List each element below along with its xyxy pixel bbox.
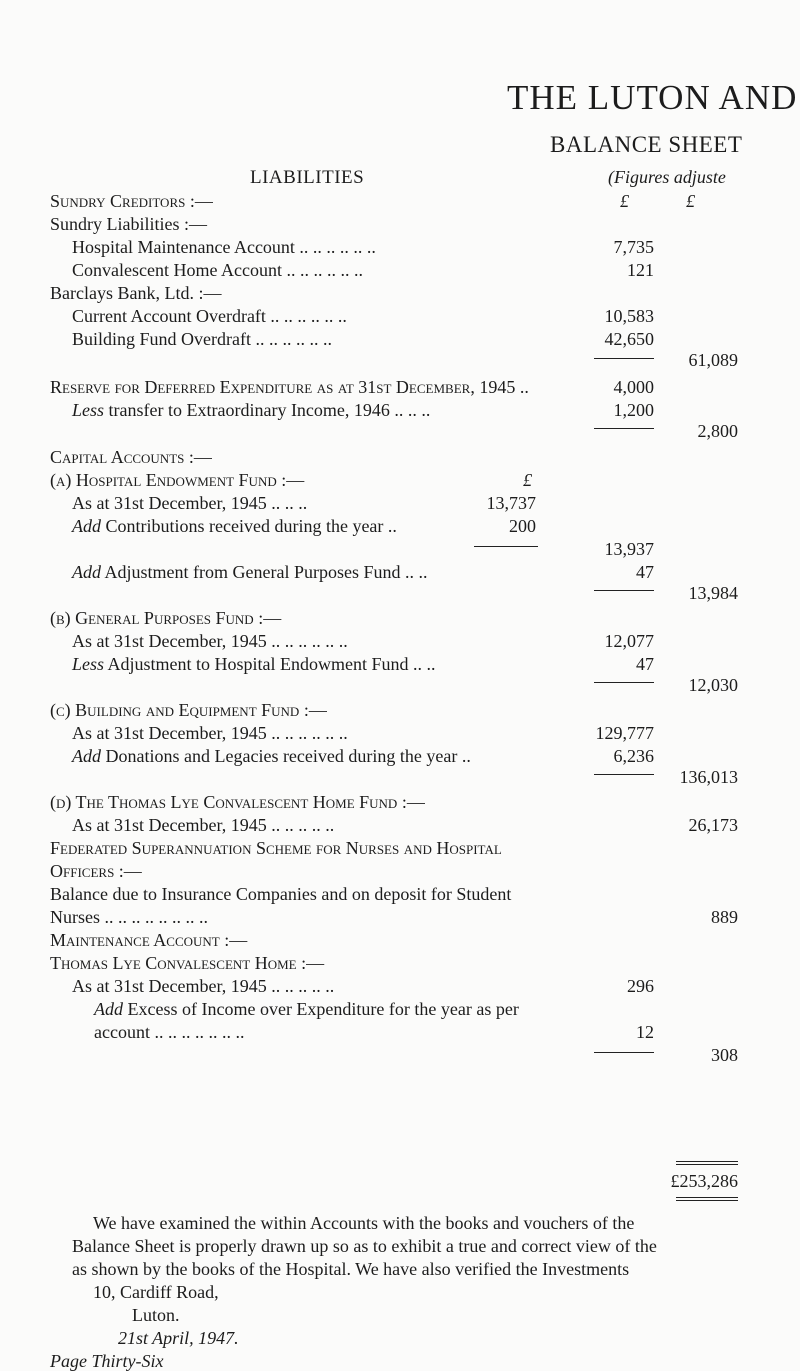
barclays-label: Barclays Bank, Ltd. :— bbox=[50, 283, 222, 303]
tl-home-total: 308 bbox=[711, 1045, 738, 1065]
endowment-adjust-amount: 47 bbox=[636, 562, 654, 582]
building-total: 136,013 bbox=[679, 767, 738, 787]
building-overdraft-label: Building Fund Overdraft .. .. .. .. .. .. bbox=[72, 329, 332, 349]
maintenance-account-heading: Maintenance Account :— bbox=[50, 930, 248, 950]
current-overdraft-label: Current Account Overdraft .. .. .. .. .. .. bbox=[72, 306, 347, 326]
federated-scheme-heading-cont: Officers :— bbox=[50, 861, 142, 881]
general-purposes-heading: (b) General Purposes Fund :— bbox=[50, 608, 282, 628]
grand-total: £253,286 bbox=[670, 1171, 738, 1191]
capital-accounts-heading: Capital Accounts :— bbox=[50, 447, 212, 467]
nurses-label: Nurses .. .. .. .. .. .. .. .. bbox=[50, 907, 208, 927]
current-overdraft-amount: 10,583 bbox=[604, 306, 654, 326]
address-line-2: Luton. bbox=[132, 1305, 180, 1325]
endowment-fund-heading: (a) Hospital Endowment Fund :— bbox=[50, 470, 305, 490]
hospital-maintenance-label: Hospital Maintenance Account .. .. .. .. .. .. bbox=[72, 237, 376, 257]
rule bbox=[594, 682, 654, 683]
rule bbox=[594, 774, 654, 775]
currency-inner-heading: £ bbox=[523, 470, 532, 490]
page-number: Page Thirty-Six bbox=[50, 1351, 164, 1371]
convalescent-home-label: Convalescent Home Account .. .. .. .. .. .. bbox=[72, 260, 363, 280]
reserve-amount: 4,000 bbox=[613, 377, 654, 397]
general-asat-label: As at 31st December, 1945 .. .. .. .. .. .. bbox=[72, 631, 348, 651]
building-add-label: Add Donations and Legacies received during the year .. bbox=[72, 746, 471, 766]
tl-home-add-label: Add Excess of Income over Expenditure for the year as per bbox=[94, 999, 519, 1019]
rule bbox=[594, 1052, 654, 1053]
building-asat-amount: 129,777 bbox=[595, 723, 654, 743]
building-add-amount: 6,236 bbox=[613, 746, 654, 766]
audit-statement-line-3: as shown by the books of the Hospital. We have also verified the Investments bbox=[72, 1259, 630, 1279]
federated-total: 889 bbox=[711, 907, 738, 927]
page-title: THE LUTON AND bbox=[507, 78, 798, 117]
endowment-asat-amount: 13,737 bbox=[486, 493, 536, 513]
signed-date: 21st April, 1947. bbox=[118, 1328, 239, 1348]
rule bbox=[594, 590, 654, 591]
balance-sheet-heading: BALANCE SHEET bbox=[550, 132, 743, 157]
audit-statement-line-1: We have examined the within Accounts with the books and vouchers of the bbox=[93, 1213, 635, 1233]
hospital-maintenance-amount: 7,735 bbox=[613, 237, 654, 257]
thomas-lye-fund-total: 26,173 bbox=[688, 815, 738, 835]
thomas-lye-asat-label: As at 31st December, 1945 .. .. .. .. .. bbox=[72, 815, 335, 835]
double-rule-top bbox=[676, 1161, 738, 1165]
reserve-total: 2,800 bbox=[697, 421, 738, 441]
endowment-asat-label: As at 31st December, 1945 .. .. .. bbox=[72, 493, 308, 513]
currency-col1-heading: £ bbox=[620, 191, 629, 211]
currency-col2-heading: £ bbox=[686, 191, 695, 211]
tl-home-asat-amount: 296 bbox=[627, 976, 654, 996]
federated-scheme-heading: Federated Superannuation Scheme for Nurses and Hospital bbox=[50, 838, 502, 858]
reserve-label: Reserve for Deferred Expenditure as at 31st December, 1945 .. bbox=[50, 377, 529, 397]
sundry-liabilities-label: Sundry Liabilities :— bbox=[50, 214, 207, 234]
endowment-adjust-label: Add Adjustment from General Purposes Fund .. .. bbox=[72, 562, 428, 582]
endowment-total: 13,984 bbox=[688, 583, 738, 603]
general-total: 12,030 bbox=[688, 675, 738, 695]
sundry-creditors-heading: Sundry Creditors :— bbox=[50, 191, 213, 211]
liabilities-heading: LIABILITIES bbox=[250, 167, 365, 188]
tl-home-account-label: account .. .. .. .. .. .. .. bbox=[94, 1022, 245, 1042]
convalescent-home-amount: 121 bbox=[627, 260, 654, 280]
endowment-subtotal: 13,937 bbox=[604, 539, 654, 559]
endowment-add-label: Add Contributions received during the year .. bbox=[72, 516, 397, 536]
figures-adjusted-note: (Figures adjuste bbox=[608, 167, 726, 187]
thomas-lye-fund-heading: (d) The Thomas Lye Convalescent Home Fund :— bbox=[50, 792, 425, 812]
audit-statement-line-2: Balance Sheet is properly drawn up so as to exhibit a true and correct view of the bbox=[72, 1236, 657, 1256]
insurance-balance-label: Balance due to Insurance Companies and on deposit for Student bbox=[50, 884, 512, 904]
rule bbox=[474, 546, 538, 547]
general-less-amount: 47 bbox=[636, 654, 654, 674]
rule bbox=[594, 358, 654, 359]
tl-home-asat-label: As at 31st December, 1945 .. .. .. .. .. bbox=[72, 976, 335, 996]
reserve-less-amount: 1,200 bbox=[613, 400, 654, 420]
rule bbox=[594, 428, 654, 429]
general-less-label: Less Adjustment to Hospital Endowment Fund .. .. bbox=[72, 654, 436, 674]
general-asat-amount: 12,077 bbox=[604, 631, 654, 651]
building-fund-heading: (c) Building and Equipment Fund :— bbox=[50, 700, 327, 720]
building-overdraft-amount: 42,650 bbox=[604, 329, 654, 349]
endowment-add-amount: 200 bbox=[509, 516, 536, 536]
building-asat-label: As at 31st December, 1945 .. .. .. .. .. .. bbox=[72, 723, 348, 743]
tl-home-heading: Thomas Lye Convalescent Home :— bbox=[50, 953, 325, 973]
double-rule-bottom bbox=[676, 1197, 738, 1201]
address-line-1: 10, Cardiff Road, bbox=[93, 1282, 219, 1302]
creditors-total: 61,089 bbox=[688, 350, 738, 370]
tl-home-add-amount: 12 bbox=[636, 1022, 654, 1042]
reserve-less-label: Less transfer to Extraordinary Income, 1946 .. .. .. bbox=[72, 400, 431, 420]
